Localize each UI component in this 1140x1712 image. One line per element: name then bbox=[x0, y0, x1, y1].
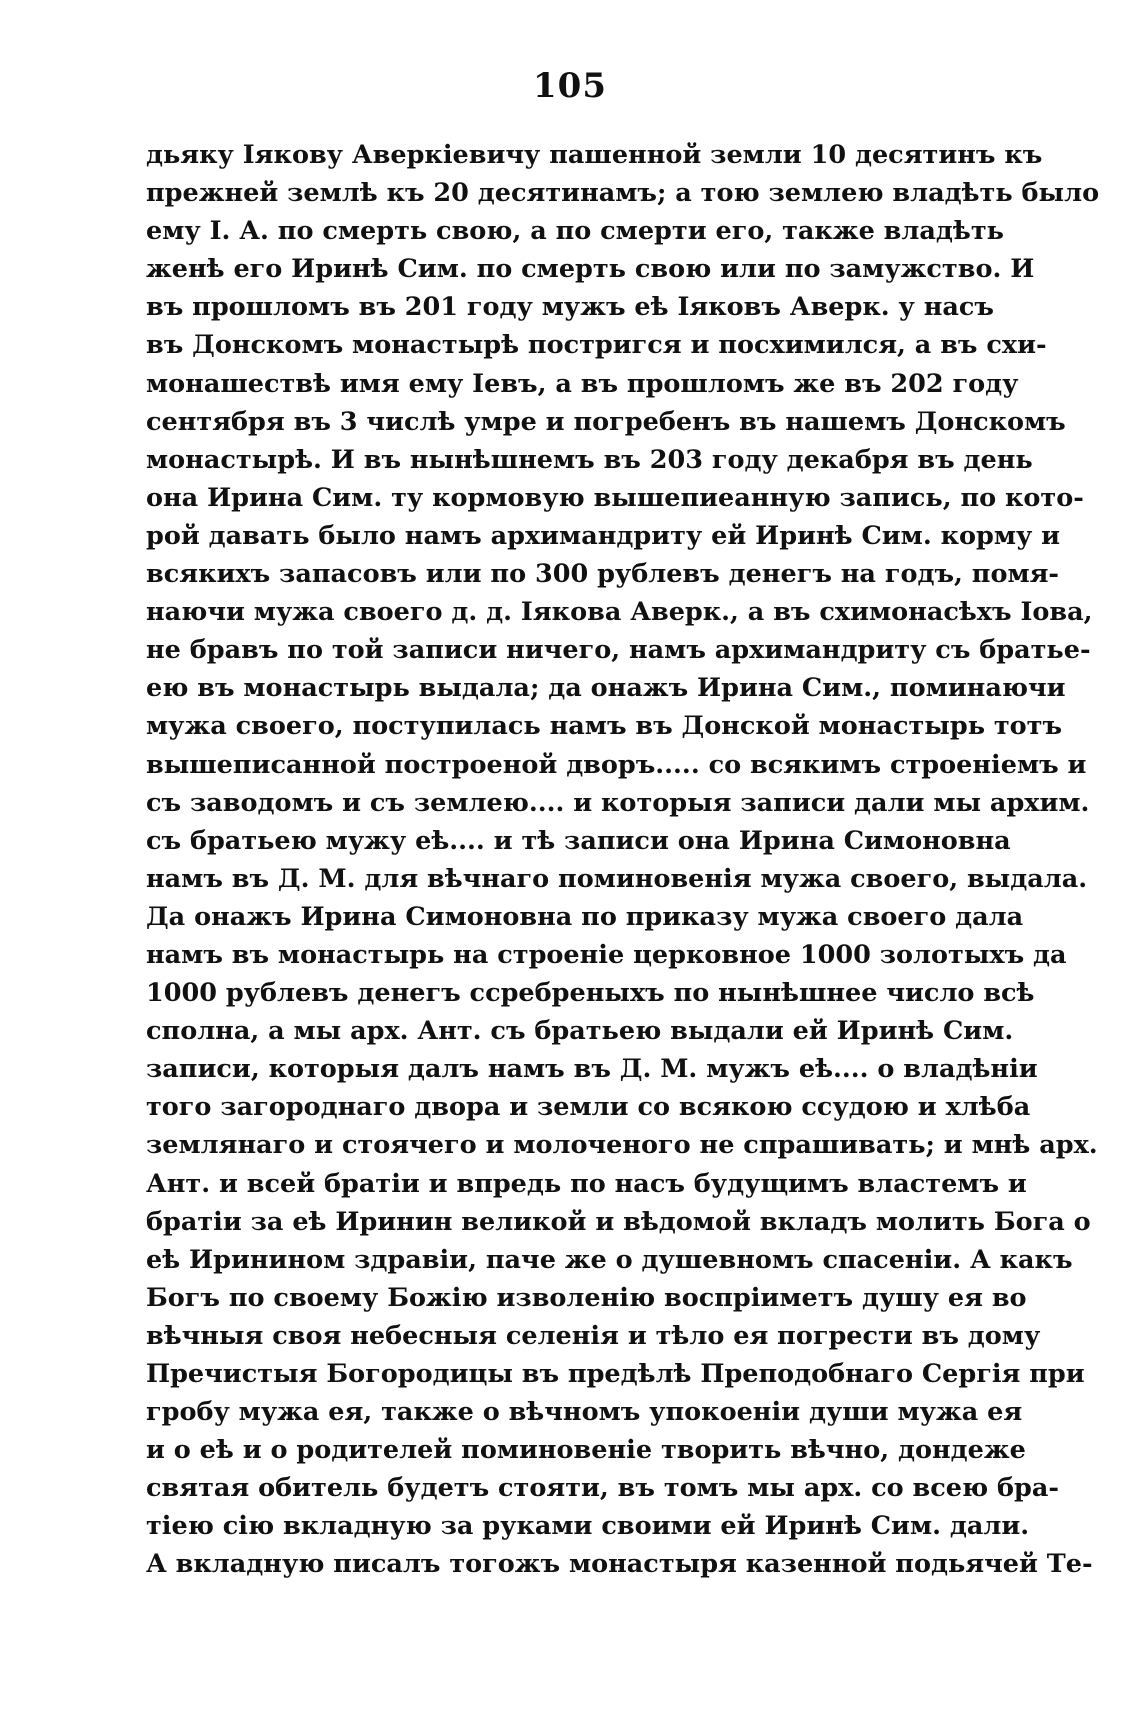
text-line: намъ въ Д. М. для вѣчнаго поминовенія мужа своего, выдала. bbox=[146, 863, 1088, 894]
text-line: монастырѣ. И въ нынѣшнемъ въ 203 году декабря въ день bbox=[146, 444, 1033, 475]
text-line: съ заводомъ и съ землею.... и которыя записи дали мы архим. bbox=[146, 787, 1090, 818]
text-line: рой давать было намъ архимандриту ей Иринѣ Сим. корму и bbox=[146, 520, 1061, 551]
text-line: монашествѣ имя ему Іевъ, а въ прошломъ же въ 202 году bbox=[146, 368, 1019, 399]
text-line: женѣ его Иринѣ Сим. по смерть свою или по замужство. И bbox=[146, 254, 1035, 285]
text-line: святая обитель будетъ стояти, въ томъ мы арх. со всею бра- bbox=[146, 1473, 1059, 1504]
text-line: всякихъ запасовъ или по 300 рублевъ денегъ на годъ, помя- bbox=[146, 559, 1060, 590]
text-line: записи, которыя далъ намъ въ Д. М. мужъ еѣ.... о владѣніи bbox=[146, 1054, 1038, 1085]
text-line: вѣчныя своя небесныя селенія и тѣло ея погрести въ дому bbox=[146, 1320, 1041, 1351]
text-line: съ братьею мужу еѣ.... и тѣ записи она Ирина Симоновна bbox=[146, 825, 1011, 856]
text-line: сполна, а мы арх. Ант. съ братьею выдали ей Иринѣ Сим. bbox=[146, 1016, 1014, 1047]
text-line: прежней землѣ къ 20 десятинамъ; а тою землею владѣть было bbox=[146, 178, 1100, 209]
text-line: наючи мужа своего д. д. Іякова Аверк., а въ схимонасѣхъ Іова, bbox=[146, 597, 1093, 628]
text-line: Богъ по своему Божію изволенію воспріиметъ душу ея во bbox=[146, 1282, 1027, 1313]
body-text bbox=[146, 136, 1100, 1584]
text-line: мужа своего, поступилась намъ въ Донской монастырь тотъ bbox=[146, 711, 1063, 742]
text-line: намъ въ монастырь на строеніе церковное 1000 золотыхъ да bbox=[146, 939, 1067, 970]
text-line: тіею сію вкладную за руками своими ей Иринѣ Сим. дали. bbox=[146, 1511, 1030, 1542]
text-line: ему І. А. по смерть свою, а по смерти его, также владѣть bbox=[146, 216, 1004, 247]
text-line: братіи за еѣ Иринин великой и вѣдомой вкладъ молить Бога о bbox=[146, 1206, 1091, 1237]
text-line: вышеписанной построеной дворъ..... со всякимъ строеніемъ и bbox=[146, 749, 1087, 780]
text-line: она Ирина Сим. ту кормовую вышепиеанную запись, по кото- bbox=[146, 482, 1084, 513]
text-line: того загороднаго двора и земли со всякою ссудою и хлѣба bbox=[146, 1092, 1031, 1123]
text-line: еѣ Иринином здравіи, паче же о душевномъ спасеніи. А какъ bbox=[146, 1244, 1073, 1275]
text-line: дьяку Іякову Аверкіевичу пашенной земли 10 десятинъ къ bbox=[146, 140, 1043, 170]
text-line: и о еѣ и о родителей поминовеніе творить вѣчно, дондеже bbox=[146, 1435, 1026, 1466]
text-line: ею въ монастырь выдала; да онажъ Ирина Сим., поминаючи bbox=[146, 673, 1066, 704]
text-line: А вкладную писалъ тогожъ монастыря казенной подьячей Те- bbox=[146, 1549, 1093, 1580]
text-line: сентября въ 3 числѣ умре и погребенъ въ нашемъ Донскомъ bbox=[146, 406, 1066, 437]
text-line: землянаго и стоячего и молоченого не спрашивать; и мнѣ арх. bbox=[146, 1130, 1098, 1161]
text-line: 1000 рублевъ денегъ ссребреныхъ по нынѣшнее число всѣ bbox=[146, 978, 1035, 1009]
text-line: гробу мужа ея, также о вѣчномъ упокоеніи души мужа ея bbox=[146, 1397, 1023, 1428]
text-line: Пречистыя Богородицы въ предѣлѣ Преподобнаго Сергія при bbox=[146, 1359, 1085, 1389]
page-number: 105 bbox=[533, 66, 607, 106]
text-line: Да онажъ Ирина Симоновна по приказу мужа своего дала bbox=[146, 901, 1024, 932]
text-line: Ант. и всей братіи и впредь по насъ будущимъ властемъ и bbox=[146, 1168, 1027, 1199]
text-line: въ прошломъ въ 201 году мужъ еѣ Іяковъ Аверк. у насъ bbox=[146, 292, 994, 323]
text-line: не бравъ по той записи ничего, намъ архимандриту съ братье- bbox=[146, 635, 1091, 666]
text-line: въ Донскомъ монастырѣ постригся и посхимился, а въ схи- bbox=[146, 330, 1047, 361]
